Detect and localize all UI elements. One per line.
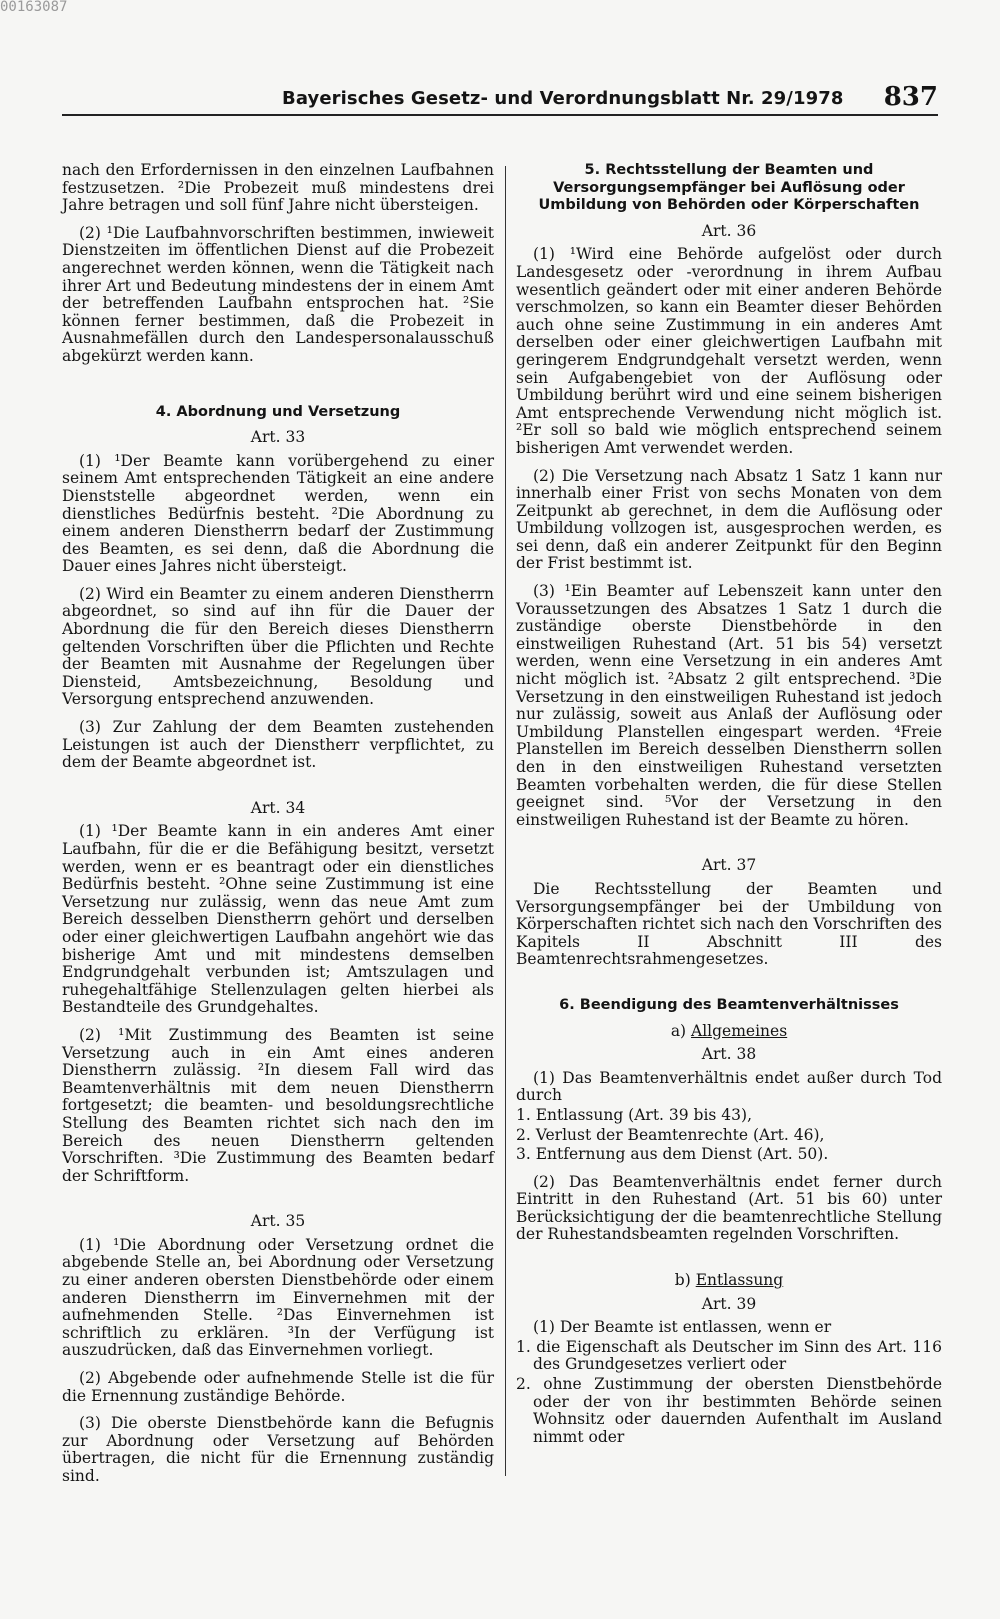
article-number: Art. 34 [250,798,306,817]
paragraph: (2) Wird ein Beamter zu einem anderen Dienstherrn abgeordnet, so sind auf ihn für die Dauer der Abordnung die für den Bereich dieses Dienstherrn geltenden Vorschriften über die Pflichten und Rechte der Beamten mit Ausnahme der Regelungen über Diensteid, Amtsbezeichnung, Besoldung und Versorgung entsprechend anzuwenden. [62,584,494,709]
section-heading: 4. Abordnung und Versetzung [155,403,401,420]
running-title: Bayerisches Gesetz- und Verordnungsblatt Nr. 29/1978 [282,88,844,109]
left-column [62,162,494,1496]
section-heading: 5. Rechtsstellung der Beamten und Versorgungsempfänger bei Auflösung oder Umbildung von Behörden oder Körperschaften [538,162,920,214]
paragraph: (1) ¹Wird eine Behörde aufgelöst oder durch Landesgesetz oder -verordnung in ihrem Aufbau wesentlich geändert oder mit einer anderen Behörde verschmolzen, so kann ein Beamter dieser Behörden auch ohne seine Zustimmung in ein anderes Amt derselben oder einer gleichwertigen Laufbahn mit geringerem Endgrundgehalt versetzt werden, wenn sein Aufgabengebiet von der Auflösung oder Umbildung berührt wird und eine seinem bisherigen Amt entsprechende Verwendung nicht möglich ist. ²Er soll so bald wie möglich entsprechend seinem bisherigen Amt verwendet werden. [516,245,942,457]
paragraph: (2) Abgebende oder aufnehmende Stelle ist die für die Ernennung zuständige Behörde. [62,1369,494,1405]
list-item: 3. Entfernung aus dem Dienst (Art. 50). [516,1145,829,1164]
paragraph: Die Rechtsstellung der Beamten und Versorgungsempfänger bei der Umbildung von Körperschaften richtet sich nach den Vorschriften des Kapitels II Abschnitt III des Beamtenrechtsrahmengesetzes. [516,879,942,969]
list-item: 1. Entlassung (Art. 39 bis 43), [516,1105,753,1124]
paragraph: nach den Erfordernissen in den einzelnen Laufbahnen festzusetzen. ²Die Probezeit muß mindestens drei Jahre betragen und soll fünf Jahre nicht übersteigen. [62,161,494,215]
paragraph: (2) Das Beamtenverhältnis endet ferner durch Eintritt in den Ruhestand (Art. 51 bis 60) unter Berücksichtigung der die beamtenrechtliche Stellung der Ruhestandsbeamten regelnden Vorschriften. [516,1172,942,1244]
paragraph: (2) ¹Mit Zustimmung des Beamten ist seine Versetzung auch in ein Amt eines anderen Dienstherrn zulässig. ²In diesem Fall wird das Beamtenverhältnis mit dem neuen Dienstherrn fortgesetzt; die beamten- und besoldungsrechtliche Stellung des Beamten richtet sich nach den im Bereich des neuen Dienstherrn geltenden Vorschriften. ³Die Zustimmung des Beamten bedarf der Schriftform. [62,1025,494,1185]
subsection-title: Allgemeines [691,1021,788,1040]
spacer [516,839,942,857]
subsection-heading [516,1023,942,1041]
archive-number: 00163087 [0,0,68,15]
article-number: Art. 38 [701,1045,757,1064]
article-number: Art. 39 [701,1294,757,1313]
header-rule [62,114,938,116]
subsection-heading [516,1272,942,1290]
spacer [516,1254,942,1272]
article-number: Art. 37 [701,856,757,875]
subsection-title: Entlassung [695,1271,784,1290]
spacer [62,376,494,404]
spacer [62,1195,494,1213]
paragraph: (3) Die oberste Dienstbehörde kann die Befugnis zur Abordnung oder Versetzung auf Behörden übertragen, die nicht für die Ernennung zuständig sind. [62,1414,494,1485]
paragraph: (1) ¹Der Beamte kann in ein anderes Amt einer Laufbahn, für die er die Befähigung besitzt, versetzt werden, wenn er es beantragt oder ein dienstliches Bedürfnis besteht. ²Ohne seine Zustimmung ist eine Versetzung nur zulässig, wenn das neue Amt zum Bereich desselben Dienstherrn gehört und derselben oder einer gleichwertigen Laufbahn angehört wie das bisherige Amt und mit mindestens demselben Endgrundgehalt verbunden ist; Amtszulagen und ruhegehaltfähige Stellenzulagen gelten hierbei als Bestandteile des Grundgehaltes. [62,822,494,1017]
paragraph: (2) Die Versetzung nach Absatz 1 Satz 1 kann nur innerhalb einer Frist von sechs Monaten von dem Zeitpunkt ab gerechnet, in dem die Auflösung oder Umbildung vollzogen ist, ausgesprochen werden, es sei denn, daß ein anderer Zeitpunkt für den Beginn der Frist bestimmt ist. [516,466,942,573]
paragraph: (1) ¹Die Abordnung oder Versetzung ordnet die abgebende Stelle an, bei Abordnung oder Versetzung zu einer anderen obersten Dienstbehörde oder einem anderen Dienstherrn im Einvernehmen mit der aufnehmenden Stelle. ²Das Einvernehmen ist schriftlich zu erklären. ³In der Verfügung ist auszudrücken, daß das Einvernehmen vorliegt. [62,1235,494,1360]
paragraph: (1) ¹Der Beamte kann vorübergehend zu einer seinem Amt entsprechenden Tätigkeit an eine andere Dienststelle abgeordnet werden, wenn ein dienstliches Bedürfnis besteht. ²Die Abordnung zu einem anderen Dienstherrn bedarf der Zustimmung des Beamten, es sei denn, daß die Abordnung die Dauer eines Jahres nicht übersteigt. [62,451,494,576]
list-item: 2. ohne Zustimmung der obersten Dienstbehörde oder der von ihr bestimmten Behörde seinen Wohnsitz oder dauernden Aufenthalt im Ausland nimmt oder [516,1375,942,1446]
page-number: 837 [883,82,938,112]
paragraph: (2) ¹Die Laufbahnvorschriften bestimmen, inwieweit Dienstzeiten im öffentlichen Dienst auf die Probezeit angerechnet werden können, wenn die Tätigkeit nach ihrer Art und Bedeutung mindestens der in einem Amt der betreffenden Laufbahn entsprochen hat. ²Sie können ferner bestimmen, daß die Probezeit in Ausnahmefällen durch den Landespersonalausschuß abgekürzt werden kann. [62,223,494,365]
list-item: 1. die Eigenschaft als Deutscher im Sinn des Art. 116 des Grundgesetzes verliert oder [516,1337,942,1374]
page-header [62,82,938,112]
article-number: Art. 35 [250,1212,306,1231]
right-column [516,162,942,1448]
article-number: Art. 36 [701,221,757,240]
list-item: 2. Verlust der Beamtenrechte (Art. 46), [516,1125,825,1144]
paragraph: (1) Das Beamtenverhältnis endet außer durch Tod durch [516,1068,942,1105]
column-divider [505,166,506,1476]
paragraph: (3) ¹Ein Beamter auf Lebenszeit kann unter den Voraussetzungen des Absatzes 1 Satz 1 durch die zuständige oberste Dienstbehörde in den einstweiligen Ruhestand (Art. 51 bis 54) versetzt werden, wenn eine Versetzung in ein anderes Amt nicht möglich ist. ²Absatz 2 gilt entsprechend. ³Die Versetzung in den einstweiligen Ruhestand ist jedoch nur zulässig, soweit aus Anlaß der Auflösung oder Umbildung Planstellen eingespart werden. ⁴Freie Planstellen im Bereich desselben Dienstherrn sollen den in den einstweiligen Ruhestand versetzten Beamten vorbehalten werden, die für diese Stellen geeignet sind. ⁵Vor der Versetzung in den einstweiligen Ruhestand ist der Beamte zu hören. [516,582,942,829]
paragraph: (1) Der Beamte ist entlassen, wenn er [533,1318,832,1337]
subsection-prefix: b) [674,1271,696,1290]
subsection-prefix: a) [670,1021,692,1040]
spacer [62,782,494,800]
spacer [516,979,942,997]
article-number: Art. 33 [250,428,306,447]
paragraph: (3) Zur Zahlung der dem Beamten zustehenden Leistungen ist auch der Dienstherr verpflichtet, zu dem der Beamte abgeordnet ist. [62,718,494,772]
section-heading: 6. Beendigung des Beamtenverhältnisses [559,996,899,1013]
